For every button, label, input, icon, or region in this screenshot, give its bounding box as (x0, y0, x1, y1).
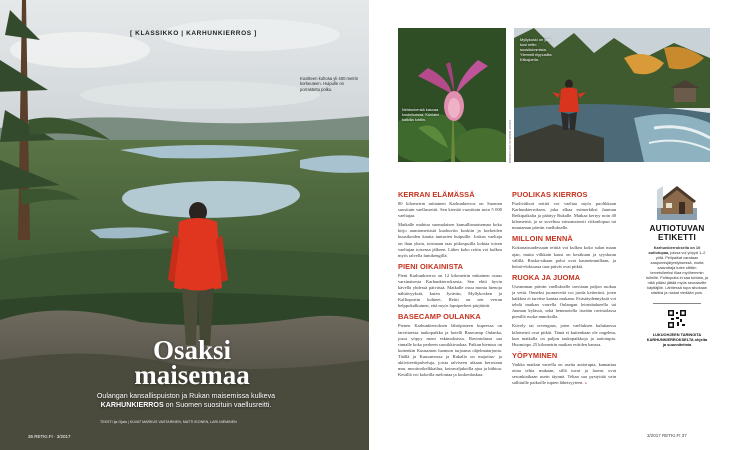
continue-arrow-icon: » (584, 380, 587, 386)
cabin-icon (657, 186, 697, 220)
qr-caption: LUKUOHJEEN TARINOITA KARHUNKIERROKSELTA ohjeita ja suunnitelmia (646, 331, 708, 347)
kicker: [ KLASSIKKO | KARHUNKIERROS ] (130, 30, 257, 37)
paragraph-text: Vaikka matkan varrella on useita autiotupia, kannattaa ottaa teltta mukaan, sillä tuvat ja laavut ovat sesonkiaikaan usein täynnä. Teltan saa pystyttää vain sallituille paikoille tupien läheisyyteen. (512, 361, 616, 386)
river-caption: Myllykoski on yksi kosi reitin suosituimmista. Ylemmit riippusilta Kitkajoella. (520, 37, 552, 62)
lead-text-1: Oulangan kansallispuiston ja Rukan maisemissa kulkeva (96, 392, 276, 400)
heading-kerran-elamassa: KERRAN ELÄMÄSSÄ (398, 190, 475, 199)
paragraph: 80 kilometrin mittainen Karhunkierros on Suomen suosituin vaellusreitti. Sen kiertää vuosittain noin 5 000 vaeltajaa. (398, 201, 502, 219)
photo-caption: Kuvitteen kohosa yli 400 metrin korkeuteen. Huipulle on porrastettu polku. (300, 76, 359, 92)
qr-code-icon[interactable] (668, 310, 686, 328)
paragraph: Kokonaisuudessaan reittiä voi kulkea koko sulan maan ajan, mutta vilkkain kausi on kesäkuun ja syyskuun välillä. Ruska-aikaan polut ovat kauneimmillaan, ja heinä-elokuussa taas päivät ovat pitkiä. (512, 245, 616, 269)
flower-caption: Neidonkenkä kasvaa kosteikoissa. Kunlaini kaikilla luhtiin. (402, 107, 440, 122)
paragraph: Matkalle mahtuu suomalaisen kansallismaiseman koko kirjo aarniometsistä kuohuviin koskiin ja korkeiden kuusikoiden kautta tunturien huipuille. Joskus vaeltaja on ihan yksin, toisinaan taas pitkospuilla kohtaa toisen vaeltajan toisensa jälkeen. Lähes koko reitin voi kulkea myös talvella lumikengillä. (398, 222, 502, 258)
heading-yopyminen: YÖPYMINEN (512, 350, 558, 360)
paragraph: Useamman päivän vaellukselle tarvitaan paljon ruokaa ja vettä. Onneksi juomavettä voi juoda ketterästi, joten kaikkea ei tarvitse kantaa mukana. Evästäydennyksiä voi tehdä matkan varrella Oulangan leirintäalueella tai Juuman kylässä, sekä hemmotella itseään ravintolassa pienillä ruoka-annoksilla. (512, 283, 616, 320)
lead-paragraph (66, 392, 306, 410)
sidebar-title: AUTIOTUVAN ETIKETTI (649, 224, 705, 242)
photo-credit: KUVAT: MARKUS VASTARINEN (508, 120, 512, 164)
heading-puolikas-kierros: PUOLIKAS KIERROS (512, 190, 588, 199)
orchid-illustration (398, 28, 506, 162)
divider (653, 303, 701, 304)
sidebar-body-text: joissa voi yöpyä 1–2 yötä. Pelipaikat varataan saapumisjärjestyksessä, mutta saavuttaja tulee siltikin tervetulleeksi tilaa myöhemmin tulleille. Polttopuita ei saa tuhlata, ja niitä pitäisi jättää myös seuraaville käyttäjille. Lähtiessä tupa siivotaan siistiksi ja roskat viedään pois. (646, 250, 708, 295)
article-column-1 (398, 190, 502, 381)
page-number-left: 36 RETKI.FI · 3/2017 (28, 434, 71, 439)
article-column-2 (512, 190, 616, 389)
heading-pieni-oikainista: PIENI OIKAINISTA (398, 261, 464, 271)
headline: Osaksi maisemaa (134, 335, 250, 390)
paragraph (512, 362, 616, 386)
heading-milloin-menna: MILLOIN MENNÄ (512, 234, 573, 244)
paragraph: Puolivälissä reittiä voi vaeltaa myös puolikkaan Karhunkierroksen, joka alkaa esimerkiksi Juuman Retkipaikalta ja päättyy Rukalle. Matkaa kertyy noin 40 kilometriä, ja se soveltuu erinomaisesti viikonlopun tai muutaman päivän vaellukselle. (512, 201, 616, 231)
sidebar-body-bold: Karhunkierroksella on 10 autiotupaa, (648, 245, 701, 255)
byline: TEKSTI Ija Ojala | KUVAT MARKUS VASTARINEN, MATTI IEONEN, LARI NIEMINEN (100, 420, 237, 424)
lead-text-2: on Suomen suosituin vaellusreitti. (165, 401, 272, 409)
sidebar-body (646, 245, 708, 295)
lead-bold: KARHUNKIERROS (100, 401, 164, 409)
heading-ruoka-ja-juoma: RUOKA JA JUOMA (512, 272, 581, 282)
flower-photo (398, 28, 506, 162)
heading-basecamp-oulanka: BASECAMP OULANKA (398, 312, 481, 322)
river-photo (514, 28, 710, 162)
paragraph: Pienen Karhunkierroksen lähtöpisteen kupeessa on tarvittaessa taukopaikka ja hotelli Basecamp Oulanka, jossa yöpyy moni eskimoksissa. Ravintolassa saa rinnalle koko perheen suosikkiruokaa. Paikan hienous on kuitenkin Kuusamon luonnon tarjoama ohjelmatarjonta. Täällä ja Kuusamossa ja Rukalla on majoitus- ja aktiviteettipalveluja, joista talviseen aikaan kerrotaan mm. moottorikelkkailua, koiravaljakoilla ajoa ja hiihtoa. Kesällä voi kokeilla melontaa ja koskenlaskua. (398, 323, 502, 378)
paragraph: Pieni Karhunkierros on 12 kilometrin mittainen osuus varsinaisesta Karhunkierroksesta. Sen ehtii hyvin kävellä yhdessä päivässä. Matkalle osuu monia hienoja nähtävyyksiä, kuten Jyrävän, Myllykosken ja Kallioportin kohteet. Reitti on sen verran helppokulkuinen, että myös lapsiperheet pärjäävät. (398, 272, 502, 309)
paragraph: Kiively tai orvengaus, joten vaelluksen kuluttaessa kilometrit ovat pitkät. Tämä ei kuitenkaan ole ongelma, kun matkalla on paljon taukopaikkoja ja autiotupia. Huomiopo 25 kilometrin matkan eväiden kanssa. (512, 323, 616, 347)
sidebar-box (646, 186, 708, 347)
page-number-right: 3/2017 RETKI.FI 37 (647, 433, 687, 438)
